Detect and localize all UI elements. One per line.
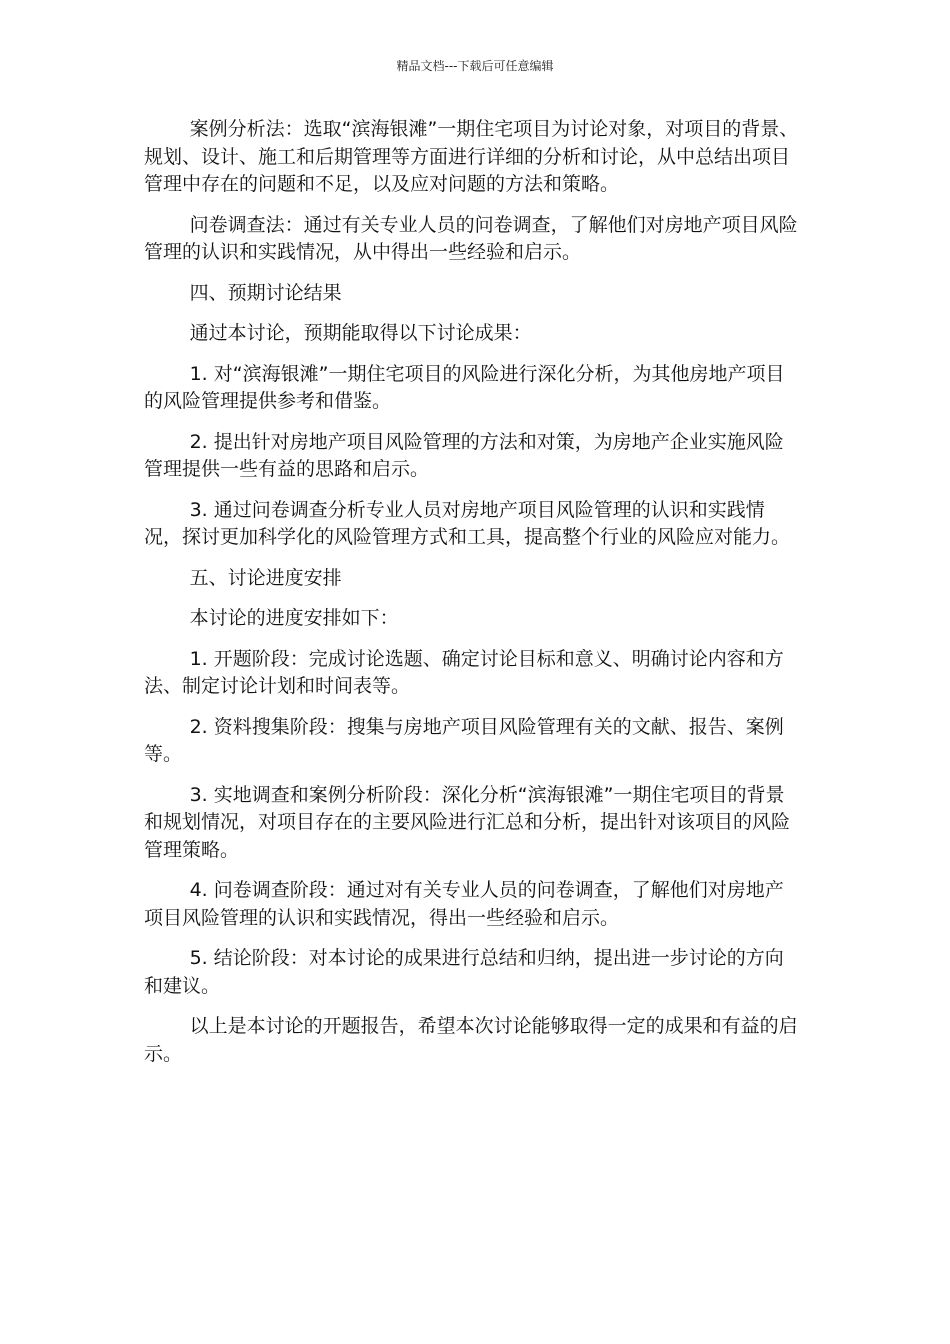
list-item-expected-3: 3. 通过问卷调查分析专业人员对房地产项目风险管理的认识和实践情况，探讨更加科学化的风险管理方式和工具，提高整个行业的风险应对能力。: [144, 498, 791, 548]
paragraph-questionnaire-method: 问卷调查法：通过有关专业人员的问卷调查，了解他们对房地产项目风险管理的认识和实践情况，从中得出一些经验和启示。: [144, 213, 798, 263]
list-item-expected-2: 2. 提出针对房地产项目风险管理的方法和对策，为房地产企业实施风险管理提供一些有益的思路和启示。: [144, 430, 784, 480]
list-item-expected-1: 1. 对“滨海银滩”一期住宅项目的风险进行深化分析，为其他房地产项目的风险管理提供参考和借鉴。: [144, 362, 785, 412]
section-heading-expected-results: 四、预期讨论结果: [189, 281, 342, 304]
list-item-schedule-3: 3. 实地调查和案例分析阶段：深化分析“滨海银滩”一期住宅项目的背景和规划情况，对项目存在的主要风险进行汇总和分析，提出针对该项目的风险管理策略。: [144, 783, 791, 861]
paragraph-expected-intro: 通过本讨论，预期能取得以下讨论成果：: [189, 322, 532, 344]
list-item-schedule-2: 2. 资料搜集阶段：搜集与房地产项目风险管理有关的文献、报告、案例等。: [144, 715, 784, 765]
document-body: [144, 116, 800, 1081]
list-item-schedule-5: 5. 结论阶段：对本讨论的成果进行总结和归纳，提出进一步讨论的方向和建议。: [144, 947, 784, 997]
paragraph-schedule-intro: 本讨论的进度安排如下：: [189, 607, 399, 629]
list-item-schedule-1: 1. 开题阶段：完成讨论选题、确定讨论目标和意义、明确讨论内容和方法、制定讨论计划和时间表等。: [144, 647, 784, 697]
list-item-schedule-4: 4. 问卷调查阶段：通过对有关专业人员的问卷调查，了解他们对房地产项目风险管理的认识和实践情况，得出一些经验和启示。: [144, 879, 784, 929]
paragraph-conclusion: 以上是本讨论的开题报告，希望本次讨论能够取得一定的成果和有益的启示。: [144, 1015, 798, 1065]
paragraph-case-analysis-method: 案例分析法：选取“滨海银滩”一期住宅项目为讨论对象，对项目的背景、规划、设计、施工和后期管理等方面进行详细的分析和讨论，从中总结出项目管理中存在的问题和不足，以及应对问题的方法和策略。: [144, 118, 799, 195]
page-header: 精品文档---下载后可任意编辑: [396, 59, 554, 73]
section-heading-schedule: 五、讨论进度安排: [189, 566, 342, 589]
